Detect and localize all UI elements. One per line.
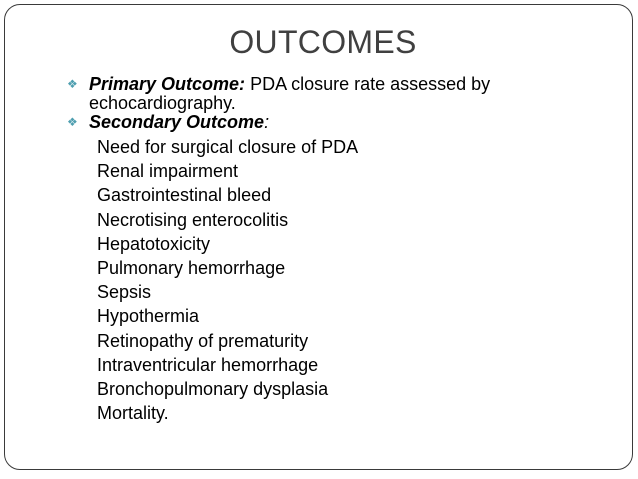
list-item: Gastrointestinal bleed	[97, 185, 272, 206]
diamond-bullet-icon: ❖	[67, 115, 78, 129]
list-item: Need for surgical closure of PDA	[97, 137, 359, 157]
list-item: Hypothermia	[97, 306, 200, 327]
secondary-outcome-list	[67, 135, 547, 425]
slide-title: OUTCOMES	[229, 24, 417, 60]
primary-outcome-bullet	[67, 75, 547, 113]
list-item: Hepatotoxicity	[97, 233, 211, 254]
list-item: Intraventricular hemorrhage	[97, 354, 319, 375]
secondary-outcome-bullet	[67, 113, 547, 132]
primary-outcome-text: PDA closure rate assessed by echocardiography.	[89, 74, 491, 113]
secondary-outcome-label: Secondary Outcome	[89, 112, 265, 132]
list-item: Renal impairment	[97, 161, 239, 182]
list-item: Pulmonary hemorrhage	[97, 258, 286, 279]
diamond-bullet-icon: ❖	[67, 77, 78, 91]
primary-outcome-label: Primary Outcome:	[89, 74, 246, 94]
slide-content	[67, 75, 547, 425]
list-item: Retinopathy of prematurity	[97, 330, 309, 351]
list-item: Necrotising enterocolitis	[97, 209, 289, 230]
list-item: Sepsis	[97, 282, 152, 303]
list-item: Mortality.	[97, 403, 169, 424]
list-item: Bronchopulmonary dysplasia	[97, 379, 329, 400]
secondary-outcome-colon: :	[264, 112, 270, 132]
